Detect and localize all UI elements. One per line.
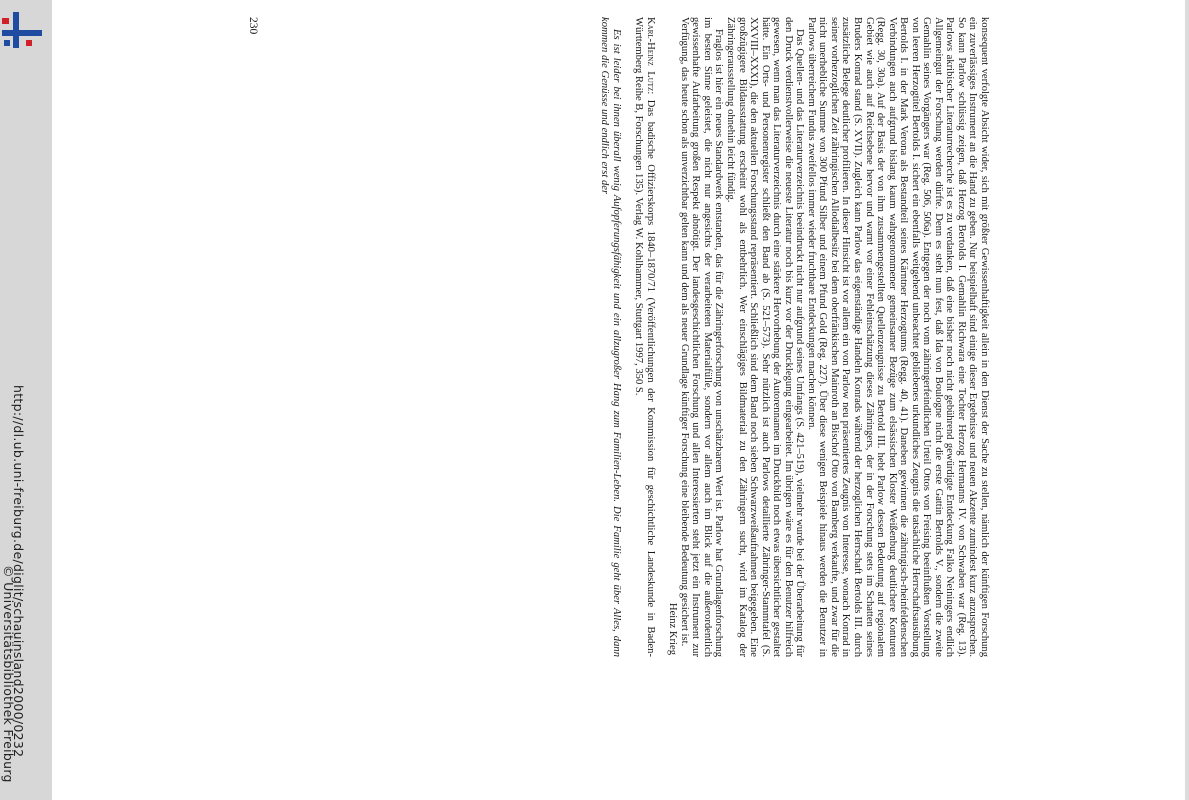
review2-header [633,17,656,657]
review1-paragraph-1: konsequent verfolgte Absicht wider, sich mit größter Gewissenhaftigkeit allein in den Dienst der Sache zu stellen, nämlich der künftigen Forschung ein zuverlässiges Instrument an die Hand zu geben. Nur beispielhaft sind einige dieser Ergebnisse und neuen Akzente zumindest kurz anzusprechen. So kann Parlow schlüssig zeigen, daß Herzog Bertolds I. Gemahlin Richwara eine Tochter Herzog Hermanns IV. von Schwaben war (Reg. 13). Parlows akribischer Literaturrecherche ist es zu verdanken, daß eine bisher noch nicht gebührend gewürdigte Entdeckung Falko Neiningers endlich Allgemeingut der Forschung werden dürfte. Denn es steht nun fest, daß Ida von Boulogne nicht die erste Gattin Bertolds V., sondern die zweite Gemahlin seines Vorgängers war (Reg. 506, 506a). Entgegen der noch vom zähringerfeindlichen Urteil Ottos von Freising beeinflußten Vorstellung von leeren Herzogtitel Bertolds I. sichert ein ebenfalls weitgehend unbeachtet gebliebenes urkundliches Zeugnis die tatsächliche Herrschaftsausübung Bertolds I. in der Mark Verona als Bestandteil seines Kärntner Herzogtums (Regg. 40, 41). Daneben gewinnen die zähringisch-rheinfeldenschen Verbindungen auch aufgrund bislang kaum wahrgenommener gemeinsamer Bezüge zum elsässischen Kloster Weißenburg deutlichere Konturen (Regg. 30, 30a). Auf der Basis der von ihm zusammengestellten Quellenzeugnisse zu Bertold III. hebt Parlow dessen Bedeutung auf regionalem Gebiet wie auch auf Reichsebene hervor und warnt vor einer Fehleinschätzung dieses Zähringers, der in der Forschung stets im Schatten seines Bruders Konrad stand (S. XVII). Zugleich kann Parlow das eigenständige Handeln Konrads während der herzoglichen Herrschaft Bertolds III. durch zusätzliche Belege deutlicher profilieren. In dieser Hinsicht ist vor allem ein von Parlow neu präsentiertes Zeugnis von Interesse, wonach Konrad in seiner vorherzoglichen Zeit zähringischen Allodialbesitz bei dem oberfränkischen Mainroth an Bischof Otto von Bamberg verkaufte, und zwar für die nicht unerhebliche Summe von 300 Pfund Silber und einem Pfund Gold (Reg. 227). Über diese wenigen Beispiele hinaus werden die Benutzer in Parlows überreichem Fundus zweifellos immer wieder fruchtbare Entdeckungen machen können. [805,17,990,657]
review2-quote: Es ist leider bei ihnen überall wenig Aufopferungsfähigkeit und ein allzugroßer Hang zum Familien-Leben. Die Familie geht über Alles, dann kommen die Genüsse und endlich erst der [599,17,622,657]
section-gap [656,17,667,657]
review1-signature: Heinz Krieg [667,602,679,655]
section-gap [622,17,633,657]
review2-citation: : Das badische Offizierskorps 1840–1870/71 (Veröffentlichungen der Kommission für geschichtliche Landeskunde in Baden-Württemberg Reihe B, Forschungen 135). Verlag W. Kohlhammer, Stuttgart 1997, 350 S. [633,17,656,657]
source-url[interactable]: http://dl.ub.uni-freiburg.de/diglit/schauinsland2000/0232 [11,385,26,758]
scanned-page [245,17,990,657]
university-logo-icon [0,8,44,52]
review1-paragraph-3: Fraglos ist hier ein neues Standardwerk entstanden, das für die Zähringerforschung von unschätzbarem Wert ist. Parlow hat Grundlagenforschung im besten Sinne geleistet, die nicht nur angesichts der verarbeiteten Materialfülle, sondern vor allem auch im Blick auf die außerordentlich gewissenhafte Aufarbeitung großen Respekt abnötigt. Der landesgeschichtlichen Forschung und allen Interessierten steht jetzt ein Instrument zur Verfügung, das heute schon als unverzichtbar gelten kann und dem als neuer Grundlage künftiger Forschung eine bleibende Bedeutung gesichert ist. [678,17,725,657]
copyright-notice: © Universitätsbibliothek Freiburg [1,565,16,783]
page-number: 230 [247,17,259,35]
viewer-sidebar [0,0,52,800]
right-edge-scrollbar[interactable] [1185,0,1189,800]
review2-author: Karl-Heinz Lutz [644,17,656,92]
review1-paragraph-2: Das Quellen- und das Literaturverzeichnis beeindruckt nicht nur aufgrund seines Umfangs (S. 421–519), vielmehr wurde bei der Überarbeitung für den Druck verdienstvollerweise die neueste Literatur noch bis kurz vor der Drucklegung eingearbeitet. Im übrigen wäre es für den Benutzer hilfreich gewesen, wenn man das Literaturverzeichnis durch eine stärkere Hervorhebung der Autorennamen im Druckbild noch etwas übersichtlicher gestaltet hätte. Ein Orts- und Personenregister schließt den Band ab (S. 521–573). Sehr nützlich ist auch Parlows detaillierte Zähringer-Stammtafel (S. XXVIII–XXXI), die den aktuellen Forschungsstand repräsentiert. Schließlich sind dem Band noch sieben Schwarzweißaufnahmen beigegeben. Eine großzügigere Bildausstattung erscheint wohl als entbehrlich. Wer einschlägiges Bildmaterial zu den Zähringern sucht, wird im Katalog der Zähringerausstellung ohnehin leicht fündig. [724,17,806,657]
